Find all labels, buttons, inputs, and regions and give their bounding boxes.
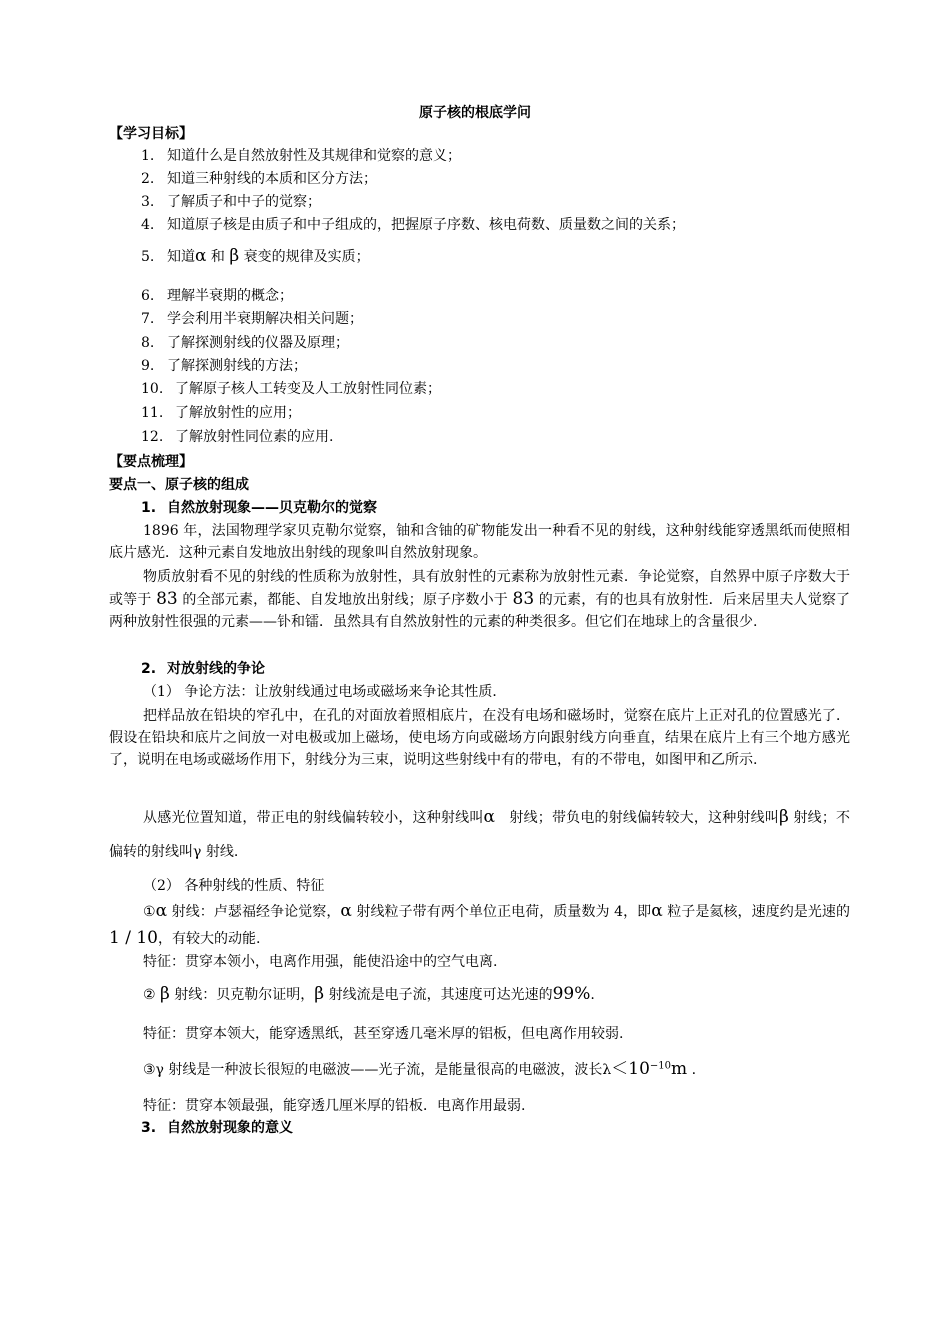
objective-text: 知道 <box>167 249 195 265</box>
objective-text: 了解放射性的应用； <box>175 405 301 421</box>
objective-number: 10. <box>141 381 164 397</box>
objective-item <box>141 169 377 189</box>
objective-number: 5. <box>141 249 155 265</box>
objective-text: 了解原子核人工转变及人工放射性同位素； <box>175 381 441 397</box>
objective-number: 11. <box>141 405 164 421</box>
paragraph-text: ① <box>143 904 156 920</box>
wavelength-exponent: −10 <box>649 1060 671 1072</box>
objective-text: 了解探测射线的仪器及原理； <box>167 335 349 351</box>
paragraph-text: 射线：卢瑟福经争论觉察， <box>167 904 341 920</box>
objective-item <box>141 333 349 353</box>
paragraph-text: 粒子是氦核，速度约是光速的 <box>662 904 851 920</box>
alpha-feature: 特征：贯穿本领小，电离作用强，能使沿途中的空气电离. <box>143 954 498 970</box>
objective-text: 理解半衰期的概念； <box>167 288 293 304</box>
paragraph-text: 射线流是电子流，其速度可达光速的 <box>324 987 553 1003</box>
paragraph-text: 射线粒子带有两个单位正电荷，质量数为 4，即 <box>351 904 652 920</box>
wavelength-base: 10 <box>628 1059 650 1079</box>
paragraph-text: 射线：贝克勒尔证明， <box>169 987 315 1003</box>
section-3-heading <box>141 1118 293 1138</box>
objective-number: 3. <box>141 194 155 210</box>
section-2-heading <box>141 659 265 679</box>
paragraph-alpha-ray <box>109 898 850 952</box>
section-number: 3. <box>141 1120 157 1136</box>
section-1-heading <box>141 498 377 518</box>
objective-text: 知道原子核是由质子和中子组成的，把握原子序数、核电荷数、质量数之间的关系； <box>167 217 685 233</box>
paragraph-text: ，有较大的动能. <box>157 931 261 947</box>
gamma-ray-line <box>143 1059 696 1080</box>
section-title: 自然放射现象——贝克勒尔的觉察 <box>167 500 377 516</box>
paragraph-text: 射线；不偏转的射线叫γ 射线. <box>109 810 851 860</box>
paragraph-text: 的元素，有的也具有放射性．后来居里夫人觉察了两种放射性很强的元素——钋和镭．虽然具有自然放射性的元素的种类很多。但它们在地球上的含量很少. <box>109 592 851 630</box>
alpha-symbol: α <box>483 807 496 827</box>
research-method: （1） 争论方法：让放射线通过电场或磁场来争论其性质． <box>143 684 507 700</box>
objective-number: 8. <box>141 335 155 351</box>
page-title: 原子核的根底学问 <box>419 105 531 121</box>
properties-heading: （2） 各种射线的性质、特征 <box>143 878 325 894</box>
fraction-one-tenth: 1 / 10 <box>109 928 158 948</box>
objective-item <box>141 215 685 235</box>
beta-symbol: β <box>778 807 789 827</box>
paragraph-text: ③γ 射线是一种波长很短的电磁波——光子流，是能量很高的电磁波，波长λ <box>143 1062 612 1078</box>
objective-number: 9. <box>141 358 155 374</box>
section-title: 对放射线的争论 <box>167 661 265 677</box>
paragraph-text: 射线；带负电的射线偏转较大，这种射线叫 <box>495 810 779 826</box>
objective-number: 12. <box>141 429 164 445</box>
objective-item <box>141 286 293 306</box>
objective-number: 1. <box>141 148 155 164</box>
less-than-symbol: ＜ <box>611 1059 629 1079</box>
beta-ray-line <box>143 984 595 1005</box>
objective-item <box>141 309 363 329</box>
paragraph-discovery: 1896 年，法国物理学家贝克勒尔觉察，铀和含铀的矿物能发出一种看不见的射线，这种射线能穿透黑纸而使照相底片感光．这种元素自发地放出射线的现象叫自然放射现象。 <box>109 523 850 561</box>
objective-number: 7. <box>141 311 155 327</box>
beta-feature: 特征：贯穿本领大，能穿透黑纸，甚至穿透几毫米厚的铝板，但电离作用较弱. <box>143 1026 624 1042</box>
percent-99: 99% <box>552 984 591 1004</box>
paragraph-text: ② <box>143 987 161 1003</box>
beta-symbol: β <box>314 984 325 1004</box>
section-title: 自然放射现象的意义 <box>167 1120 293 1136</box>
unit-meter: m <box>671 1059 688 1079</box>
paragraph-text: . <box>590 987 595 1003</box>
objective-item <box>141 146 461 166</box>
beta-symbol: β <box>229 246 240 266</box>
gamma-feature: 特征：贯穿本领最强，能穿透几厘米厚的铅板．电离作用最弱. <box>143 1098 526 1114</box>
section-number: 2. <box>141 661 157 677</box>
number-83: 83 <box>156 589 178 609</box>
objective-text: 了解质子和中子的觉察； <box>167 194 321 210</box>
objective-item <box>141 192 321 212</box>
objective-text: 了解探测射线的方法； <box>167 358 307 374</box>
objective-number: 4. <box>141 217 155 233</box>
section-number: 1. <box>141 500 157 516</box>
alpha-symbol: α <box>155 901 168 921</box>
objective-text: 学会利用半衰期解决相关问题； <box>167 311 363 327</box>
point1-heading: 要点一、原子核的组成 <box>109 477 249 493</box>
objective-text: 知道什么是自然放射性及其规律和觉察的意义； <box>167 148 461 164</box>
number-83: 83 <box>512 589 535 609</box>
objective-text: 了解放射性同位素的应用. <box>175 429 334 445</box>
objective-text: 衰变的规律及实质； <box>239 249 370 265</box>
keypoints-heading: 【要点梳理】 <box>109 454 193 470</box>
objective-item <box>141 356 307 376</box>
objective-number: 6. <box>141 288 155 304</box>
paragraph-text: 从感光位置知道，带正电的射线偏转较小，这种射线叫 <box>143 810 484 826</box>
objective-text: 和 <box>206 249 230 265</box>
paragraph-ray-types <box>109 800 850 869</box>
paragraph-experiment: 把样品放在铅块的窄孔中，在孔的对面放着照相底片，在没有电场和磁场时，觉察在底片上正对孔的位置感光了．假设在铅块和底片之间放一对电极或加上磁场，使电场方向或磁场方向跟射线方向垂直，结果在底片上有三个地方感光了，说明在电场或磁场作用下，射线分为三束，说明这些射线中有的带电，有的不带电，如图甲和乙所示. <box>109 708 850 768</box>
objective-number: 2. <box>141 171 155 187</box>
paragraph-text: . <box>687 1062 697 1078</box>
alpha-symbol: α <box>340 901 352 921</box>
beta-symbol: β <box>160 984 170 1004</box>
objective-item <box>141 403 301 423</box>
objective-text: 知道三种射线的本质和区分方法； <box>167 171 377 187</box>
alpha-symbol: α <box>651 901 663 921</box>
alpha-symbol: α <box>195 246 207 266</box>
objectives-heading: 【学习目标】 <box>109 126 193 142</box>
paragraph-text: 物质放射看不见的射线的性质称为放射性，具有放射性的元素称为放射性元素．争论觉察，自然界中原子序数大于或等于 <box>109 569 850 608</box>
objective-item <box>141 427 333 447</box>
objective-item <box>141 246 370 267</box>
paragraph-text: 的全部元素，都能、自发地放出射线；原子序数小于 <box>177 592 513 608</box>
objective-item <box>141 379 441 399</box>
paragraph-radioactivity <box>109 566 850 633</box>
